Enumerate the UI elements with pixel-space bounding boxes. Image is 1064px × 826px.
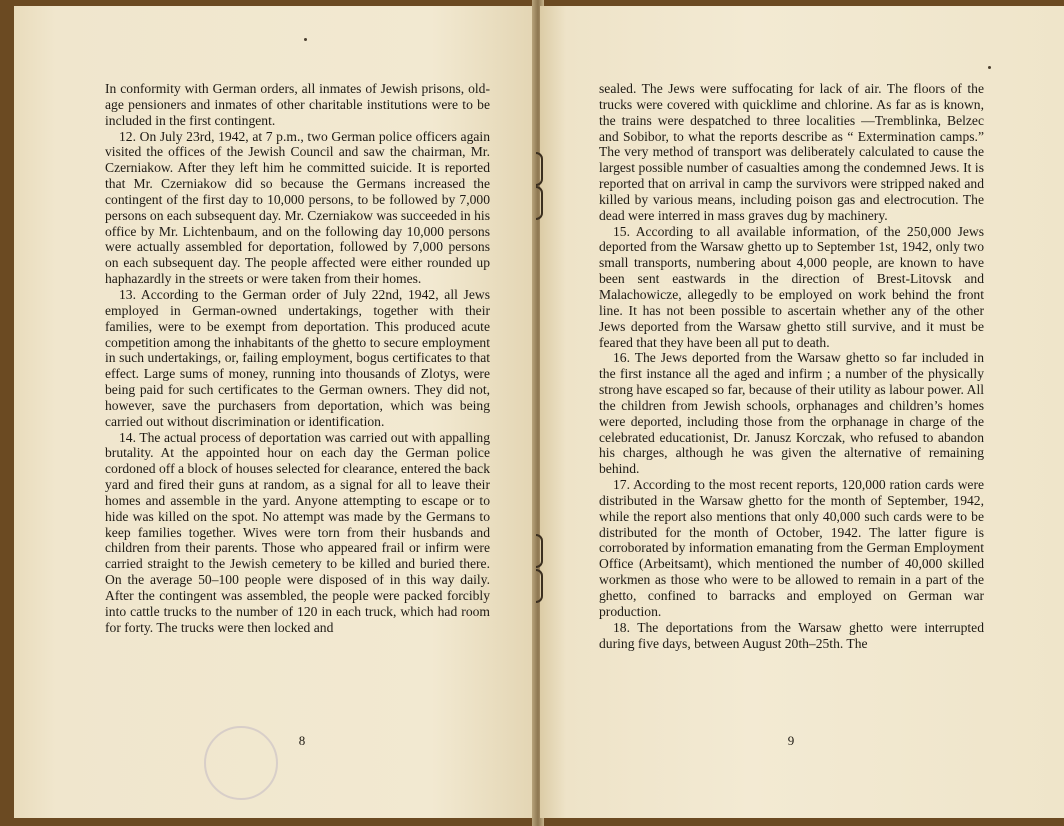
- paragraph-15: 15. According to all available information, of the 250,000 Jews deported from the Warsaw ghetto up to September 1st, 1942, only two small transports, numbering about 4,000 people, are known to have been sent eastwards in the direction of Brest-Litovsk and Malachowicze, allegedly to be employed on work behind the front line. It has not been possible to ascertain whether any of the other Jews deported from the Warsaw ghetto still survive, and it must be feared that they have been all put to death.: [599, 223, 984, 350]
- staple-top-lower: [536, 186, 543, 220]
- paragraph-18: 18. The deportations from the Warsaw ghetto were interrupted during five days, between August 20th–25th. The: [599, 619, 984, 651]
- paragraph-14: 14. The actual process of deportation was carried out with appalling brutality. At the appointed hour on each day the German police cordoned off a block of houses selected for clearance, entered the back yard and fired their guns at random, as a signal for all to leave their homes and assemble in the yard. Anyone attempting to escape or to hide was killed on the spot. No attempt was made by the Germans to keep families together. Wives were torn from their husbands and children from their parents. Those who appeared frail or infirm were carried straight to the Jewish cemetery to be killed and buried there. On the average 50–100 people were disposed of in this way daily. After the contingent was assembled, the people were packed forcibly into cattle trucks to the number of 120 in each truck, which had room for forty. The trucks were then locked and: [105, 429, 490, 635]
- ink-speck: [988, 66, 991, 69]
- paragraph-16: 16. The Jews deported from the Warsaw ghetto so far included in the first instance all the aged and infirm ; a number of the physically strong have escaped so far, because of their utility as labour power. All the children from Jewish schools, orphanages and children’s homes were deported, including those from the orphanage in charge of the celebrated educationist, Dr. Janusz Korczak, who refused to abandon his charges, although he was given the alternative of remaining behind.: [599, 350, 984, 477]
- ink-speck: [304, 38, 307, 41]
- paragraph-12: 12. On July 23rd, 1942, at 7 p.m., two German police officers again visited the offices of the Jewish Council and saw the chairman, Mr. Czerniakow. After they left him he committed suicide. It is reported that Mr. Czerniakow did so because the Germans increased the contingent of the first day to 10,000 persons, to be followed by 7,000 persons on each subsequent day. Mr. Czerniakow was succeeded in his office by Mr. Lichtenbaum, and on the following day 10,000 persons were actually assembled for deportation, followed by 7,000 persons on each subsequent day. The people affected were either rounded up haphazardly in the streets or were taken from their homes.: [105, 128, 490, 287]
- left-page-text: [105, 81, 490, 636]
- staple-bottom-upper: [536, 534, 543, 568]
- right-page: [540, 6, 1064, 818]
- page-number: 9: [787, 733, 795, 748]
- staple-top-upper: [536, 152, 543, 186]
- right-page-text: [599, 81, 984, 651]
- page-number: 8: [298, 733, 306, 748]
- staple-bottom-lower: [536, 569, 543, 603]
- paragraph-continuation: sealed. The Jews were suffocating for lack of air. The floors of the trucks were covered with quicklime and chlorine. As far as is known, the trains were despatched to three localities —Tremblinka, Belzec and Sobibor, to what the reports describe as “ Extermination camps.” The very method of transport was deliberately calculated to cause the largest possible number of casualties among the condemned Jews. It is reported that on arrival in camp the survivors were stripped naked and killed by various means, including poison gas and electrocution. The dead were interred in mass graves dug by machinery.: [599, 81, 984, 223]
- library-stamp: [204, 726, 278, 800]
- paragraph-13: 13. According to the German order of July 22nd, 1942, all Jews employed in German-owned undertakings, together with their families, were to be exempt from deportation. This produced acute competition among the inhabitants of the ghetto to secure employment in such undertakings, or, failing employment, bogus certificates to that effect. Large sums of money, running into thousands of Zlotys, were being paid for such certificates to the German owners. They did not, however, save the purchasers from deportation, which was being carried out without discrimination or identification.: [105, 286, 490, 429]
- paragraph-17: 17. According to the most recent reports, 120,000 ration cards were distributed in the Warsaw ghetto for the month of September, 1942, while the report also mentions that only 40,000 such cards were to be distributed for the month of October, 1942. The latter figure is corroborated by information emanating from the German Employment Office (Arbeitsamt), which mentioned the number of 40,000 skilled workmen as those who were to be allowed to remain in a part of the ghetto, confined to barracks and employed on German war production.: [599, 477, 984, 619]
- paragraph-continuation: In conformity with German orders, all inmates of Jewish prisons, old-age pensioners and inmates of other charitable institutions were to be included in the first contingent.: [105, 81, 490, 128]
- left-page: [14, 6, 536, 818]
